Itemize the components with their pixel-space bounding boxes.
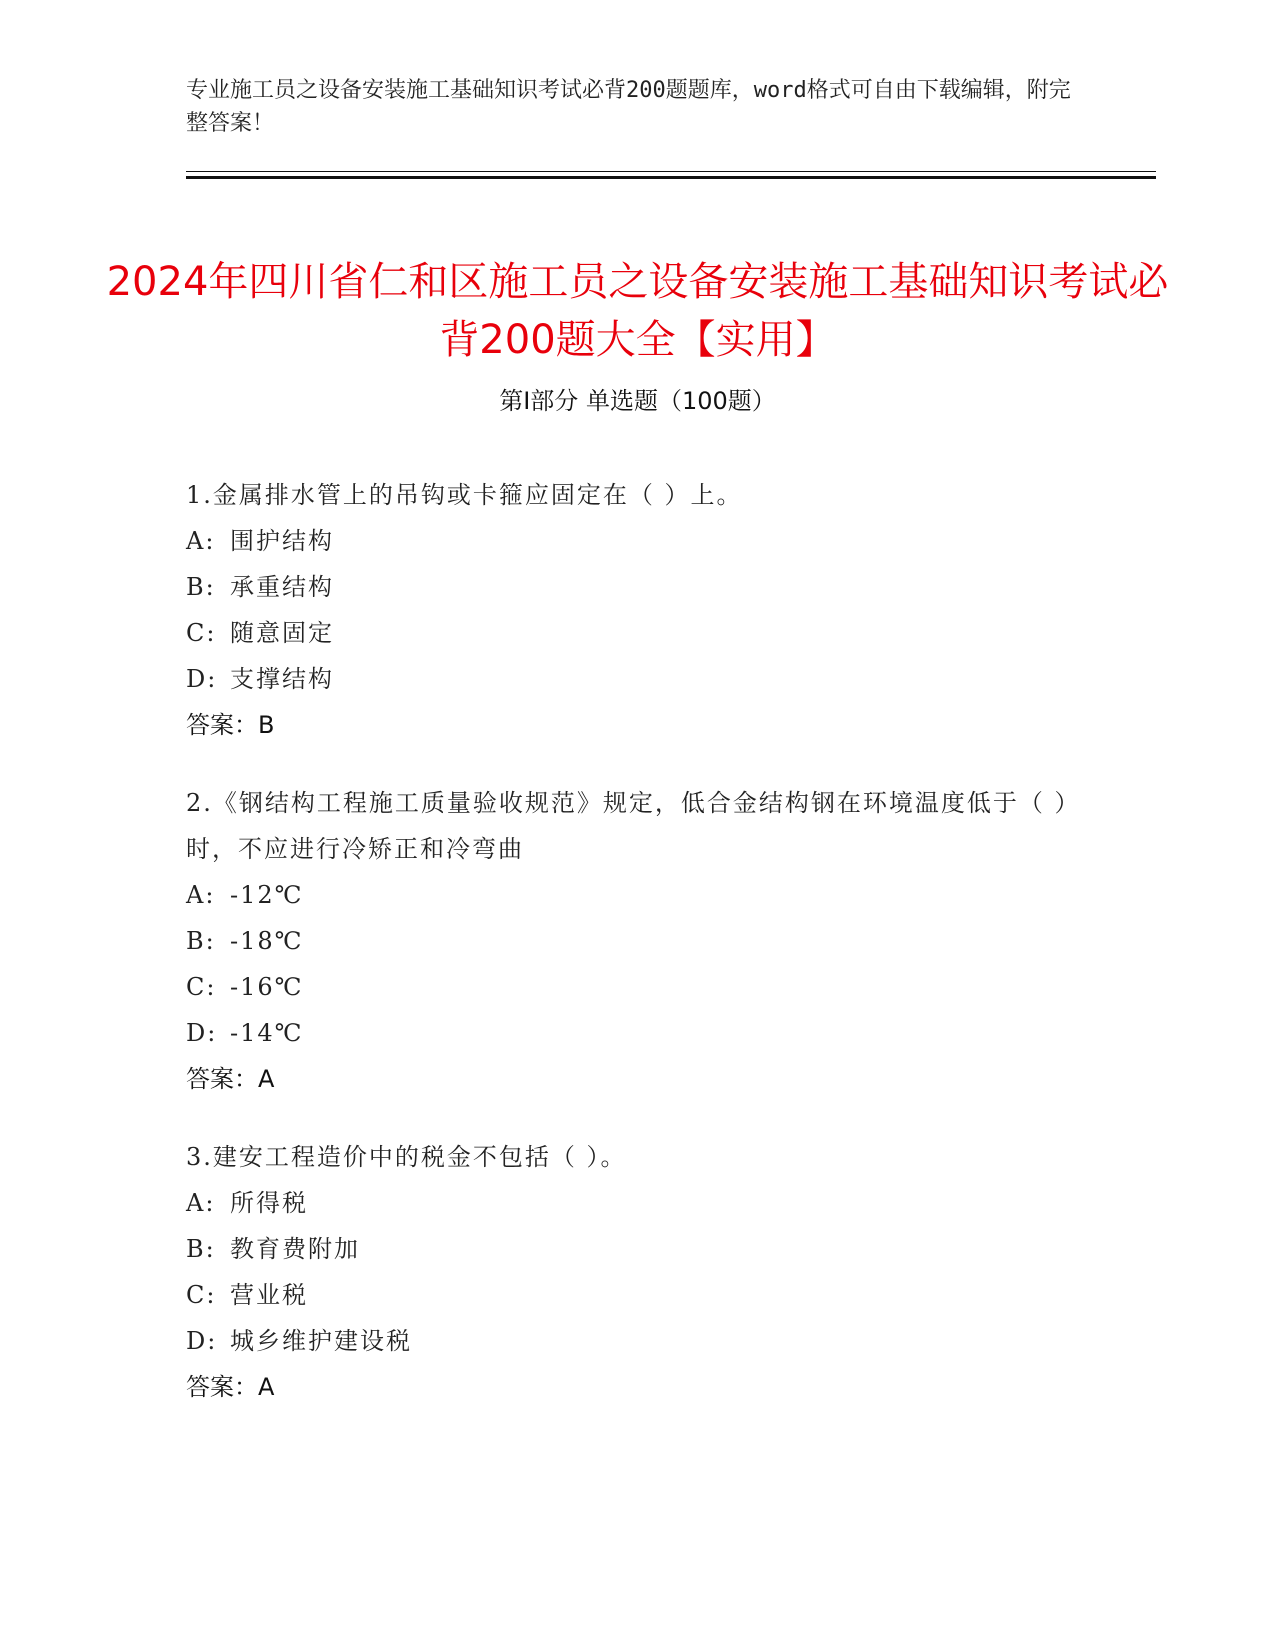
question-3 [186,1134,1086,1410]
option-key: A: [186,881,216,909]
option-key: B: [186,927,216,955]
question-stem: 3.建安工程造价中的税金不包括（ ）。 [186,1143,627,1171]
question-2 [186,780,1086,1102]
answer: 答案：B [186,711,275,739]
option-b [186,1226,1086,1272]
option-b [186,564,1086,610]
option-text: 随意固定 [230,619,334,647]
option-d [186,1318,1086,1364]
option-key: D: [186,665,218,693]
answer: 答案：A [186,1373,275,1401]
section-title: 第I部分 单选题（100题） [499,387,776,415]
option-b [186,918,1086,964]
question-stem: 2.《钢结构工程施工质量验收规范》规定，低合金结构钢在环境温度低于（ ）时，不应进行冷矫正和冷弯曲 [186,789,1081,863]
option-key: C: [186,619,217,647]
option-text: 围护结构 [230,527,334,555]
option-d [186,1010,1086,1056]
option-key: A: [186,527,216,555]
header-divider-thin [186,171,1156,172]
question-1 [186,472,1086,748]
option-key: C: [186,973,217,1001]
option-text: 营业税 [230,1281,308,1309]
answer: 答案：A [186,1065,275,1093]
option-a [186,518,1086,564]
option-a [186,872,1086,918]
option-d [186,656,1086,702]
option-key: D: [186,1019,218,1047]
option-key: A: [186,1189,216,1217]
option-key: D: [186,1327,218,1355]
option-text: -16℃ [230,973,304,1001]
option-key: C: [186,1281,217,1309]
option-text: 所得税 [230,1189,308,1217]
document-title: 2024年四川省仁和区施工员之设备安装施工基础知识考试必背200题大全【实用】 [106,258,1169,363]
header-note: 专业施工员之设备安装施工基础知识考试必背200题题库，word格式可自由下载编辑，附完整答案！ [186,78,1071,136]
question-stem: 1.金属排水管上的吊钩或卡箍应固定在（ ）上。 [186,481,743,509]
option-text: 城乡维护建设税 [230,1327,412,1355]
option-a [186,1180,1086,1226]
option-key: B: [186,573,216,601]
option-text: 承重结构 [230,573,334,601]
option-text: -18℃ [230,927,304,955]
option-c [186,610,1086,656]
option-text: -12℃ [230,881,304,909]
option-text: -14℃ [230,1019,304,1047]
option-key: B: [186,1235,216,1263]
header-divider-thick [186,176,1156,179]
option-c [186,964,1086,1010]
option-c [186,1272,1086,1318]
option-text: 支撑结构 [230,665,334,693]
option-text: 教育费附加 [230,1235,360,1263]
